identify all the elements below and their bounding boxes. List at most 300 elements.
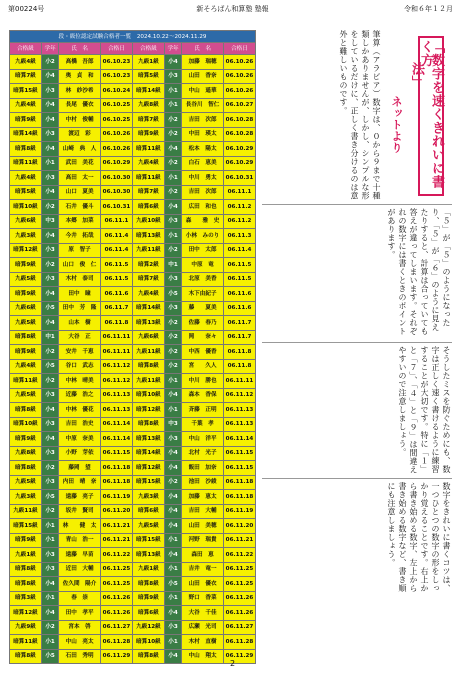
table-row [10,214,256,229]
table-row [10,98,256,113]
column-header: 合格日 [101,43,133,55]
table-cell: 06.11.26 [101,591,133,606]
table-cell: 06.11.11 [101,345,133,360]
headline-line-1: 「数字を速くきれいに書く方 [418,36,444,196]
table-row [10,156,256,171]
table-cell: 大谷 正 [59,330,101,345]
table-cell: 九級11級 [132,374,164,389]
table-cell: 小3 [41,127,58,142]
table-cell: 山崎 典 人 [59,142,101,157]
table-cell: 06.11.27 [101,620,133,635]
table-row [10,55,256,70]
table-cell: 遠藤 亮子 [59,490,101,505]
table-cell: 中3 [164,417,181,432]
table-row [10,272,256,287]
table-row [10,113,256,128]
table-cell: 暗算11級 [10,374,42,389]
ranking-table-title: 段・級位認定試験合格者一覧 2024.10.22〜2024.11.29 [10,31,256,43]
table-cell: 06.11.12 [101,374,133,389]
table-cell: 九級4級 [10,171,42,186]
headline-line-2: 法」 [409,62,424,89]
table-cell: 九級1級 [132,562,164,577]
table-cell: 飯田 加奈 [182,461,224,476]
table-cell: 暗算12級 [132,461,164,476]
table-cell: 06.11.1 [223,185,255,200]
table-cell: 暗算9級 [10,258,42,273]
table-cell: 林 健 太 [59,519,101,534]
table-cell: 小1 [164,591,181,606]
table-cell: 小4 [164,388,181,403]
table-cell: 青山 浩一 [59,533,101,548]
column-header: 学年 [164,43,181,55]
table-row [10,417,256,432]
table-cell: 06.11.12 [223,388,255,403]
table-cell: 暗算9級 [10,287,42,302]
table-cell: 小3 [41,548,58,563]
table-cell: 06.10.29 [101,156,133,171]
table-cell: 暗算13級 [132,229,164,244]
table-cell: 九級4級 [10,55,42,70]
table-cell: 06.10.28 [223,127,255,142]
table-cell: 06.10.26 [101,127,133,142]
page-number: 2 [229,659,236,668]
table-cell: 岡 奈々 [182,330,224,345]
table-cell: 小4 [164,519,181,534]
ranking-table-header [10,43,256,55]
table-cell: 06.11.21 [101,533,133,548]
table-cell: 藤岡 望 [59,461,101,476]
table-cell: 暗算6級 [132,504,164,519]
table-cell: 暗算11級 [132,142,164,157]
table-cell: 06.11.19 [101,490,133,505]
table-cell: 佐久間 陽介 [59,577,101,592]
table-cell: 小4 [41,69,58,84]
table-cell: 中原 竜 [182,258,224,273]
table-cell: 九級6級 [10,301,42,316]
table-cell: 暗算9級 [10,533,42,548]
table-cell: 内田 晴 奈 [59,475,101,490]
table-cell: 坂井 賢司 [59,504,101,519]
table-cell: 小2 [41,374,58,389]
table-cell: 九級3級 [10,229,42,244]
table-cell: 九級4級 [132,156,164,171]
table-row [10,403,256,418]
table-cell: 暗算8級 [10,562,42,577]
table-cell: 小2 [41,55,58,70]
table-cell: 06.11.21 [223,533,255,548]
table-cell: 暗算9級 [10,432,42,447]
table-cell: 06.11.26 [101,606,133,621]
table-cell: 高田 太一 [59,171,101,186]
table-cell: 暗算15級 [10,84,42,99]
table-cell: 小1 [41,156,58,171]
table-cell: 九級6級 [10,214,42,229]
table-cell: 06.11.4 [101,229,133,244]
table-cell: 暗算14級 [132,301,164,316]
table-row [10,591,256,606]
table-cell: 06.11.28 [101,635,133,650]
table-cell: 田中 太郎 [182,243,224,258]
table-cell: 武田 美花 [59,156,101,171]
table-cell: 北原 美香 [182,272,224,287]
table-row [10,316,256,331]
table-cell: 奥 貞 和 [59,69,101,84]
table-cell: 06.11.18 [101,475,133,490]
page-header [8,4,457,18]
table-cell: 吉田 大輔 [182,504,224,519]
table-cell: 高橋 吾郎 [59,55,101,70]
table-row [10,504,256,519]
table-cell: 暗算9級 [132,127,164,142]
table-cell: 06.11.13 [101,403,133,418]
table-row [10,606,256,621]
table-cell: 小1 [164,98,181,113]
table-cell: 小2 [164,243,181,258]
table-cell: 田中 孝平 [59,606,101,621]
table-cell: 吉井 竜一 [182,562,224,577]
table-cell: 小3 [41,562,58,577]
table-cell: 暗算11級 [10,635,42,650]
table-cell: 山口 夏美 [59,185,101,200]
table-cell: 長尾 優衣 [59,98,101,113]
table-cell: 06.11.2 [223,200,255,215]
table-cell: 小4 [41,432,58,447]
table-row [10,229,256,244]
headline-column [382,30,452,202]
table-cell: 小1 [164,635,181,650]
table-cell: 暗算13級 [132,548,164,563]
table-row [10,142,256,157]
ranking-table-body [10,55,256,664]
table-cell: 中川 勇太 [182,171,224,186]
table-cell: 06.11.11 [101,330,133,345]
table-cell: 06.11.7 [101,301,133,316]
table-cell: 小4 [41,403,58,418]
table-cell: 中林 優花 [59,403,101,418]
table-cell: 中村 俊輔 [59,113,101,128]
table-cell: 06.11.29 [223,649,255,664]
column-divider [262,478,452,479]
table-cell: 06.11.4 [101,243,133,258]
table-cell: 06.11.5 [223,258,255,273]
table-cell: 小1 [164,84,181,99]
table-cell: 小2 [41,620,58,635]
table-cell: 小3 [41,272,58,287]
column-header: 合格級 [10,43,42,55]
table-cell: 今井 拓哉 [59,229,101,244]
table-cell: 06.11.15 [101,446,133,461]
table-cell: 06.10.23 [101,55,133,70]
table-cell: 九級11級 [132,243,164,258]
table-cell: 中山 遥華 [182,84,224,99]
publisher-name: 新そろばん和算塾 塾報 [196,5,269,13]
table-cell: 中山 亮太 [59,635,101,650]
table-cell: 小4 [164,446,181,461]
table-cell: 山本 樹 [59,316,101,331]
table-cell: 暗算9級 [10,345,42,360]
table-row [10,562,256,577]
table-cell: 原 智子 [59,243,101,258]
table-cell: 暗算7級 [10,69,42,84]
table-cell: 06.11.18 [101,461,133,476]
table-cell: 06.10.29 [223,142,255,157]
table-cell: 山田 優衣 [182,577,224,592]
table-row [10,577,256,592]
table-cell: 06.11.6 [223,301,255,316]
table-cell: 九級5級 [10,316,42,331]
table-cell: 田中 瞳 [59,287,101,302]
column-divider [262,204,452,205]
issue-number: 第00224号 [8,5,45,13]
table-row [10,475,256,490]
table-row [10,243,256,258]
table-cell: 小3 [41,388,58,403]
table-cell: 九級3級 [132,490,164,505]
table-cell: 06.11.18 [223,475,255,490]
table-cell: 小3 [164,432,181,447]
table-cell: 吉田 次郎 [182,185,224,200]
table-cell: 小2 [164,127,181,142]
table-cell: 河野 瑞貴 [182,533,224,548]
table-cell: 小2 [164,316,181,331]
table-cell: 06.11.21 [101,519,133,534]
table-row [10,388,256,403]
table-cell: 06.10.25 [101,98,133,113]
table-cell: 石井 優斗 [59,200,101,215]
table-cell: 小5 [164,577,181,592]
table-cell: 小1 [164,374,181,389]
table-row [10,374,256,389]
table-cell: 06.11.29 [101,649,133,664]
table-cell: 06.11.7 [223,330,255,345]
table-row [10,519,256,534]
column-header: 合格日 [223,43,255,55]
table-cell: 暗算8級 [132,359,164,374]
table-cell: 06.11.1 [101,214,133,229]
table-cell: 暗算8級 [10,142,42,157]
table-cell: 06.11.15 [223,446,255,461]
table-cell: 暗算12級 [10,243,42,258]
table-cell: 小4 [41,287,58,302]
table-cell: 暗算3級 [10,591,42,606]
table-cell: 暗算11級 [10,156,42,171]
table-cell: 小4 [41,229,58,244]
table-cell: 山田 美穂 [182,519,224,534]
table-cell: 06.11.22 [101,548,133,563]
table-row [10,287,256,302]
headline [384,36,448,196]
table-cell: 大谷 千佳 [182,606,224,621]
table-cell: 小3 [164,214,181,229]
table-cell: 中原 奈美 [59,432,101,447]
table-cell: 小4 [164,200,181,215]
table-cell: 小3 [41,84,58,99]
article [262,30,452,602]
table-cell: 暗算14級 [132,84,164,99]
table-cell: 遠藤 早苗 [59,548,101,563]
table-cell: 06.11.20 [223,519,255,534]
table-cell: 暗算13級 [132,316,164,331]
table-cell: 小2 [41,200,58,215]
table-cell: 06.11.5 [223,272,255,287]
article-paragraph-2: 「５」が「５」のようになったり、「５」が「６」のように見えたりすると、計算は合っていても答えが違ってしまいます。それぞれの数字には書くときのポイントがあります。 [387,208,451,336]
table-cell: 北村 光子 [182,446,224,461]
table-cell: 小3 [41,243,58,258]
table-cell: 暗算7級 [132,185,164,200]
table-cell: 小4 [41,606,58,621]
table-cell: 近藤 浩之 [59,388,101,403]
table-row [10,635,256,650]
headline-source: ネットより [390,96,403,154]
table-cell: 小4 [41,113,58,128]
table-cell: 06.11.8 [101,316,133,331]
table-cell: 06.11.6 [101,287,133,302]
table-row [10,490,256,505]
table-cell: 森 雅 史 [182,214,224,229]
table-cell: 小1 [41,635,58,650]
table-cell: 小3 [41,446,58,461]
table-row [10,533,256,548]
table-cell: 小3 [41,475,58,490]
table-cell: 佐藤 春乃 [182,316,224,331]
table-cell: 暗算8級 [132,649,164,664]
table-cell: 谷口 武志 [59,359,101,374]
table-cell: 06.10.27 [223,98,255,113]
table-cell: 暗算8級 [10,403,42,418]
table-cell: 暗算10級 [132,635,164,650]
table-cell: 九級12級 [132,620,164,635]
table-cell: 小3 [164,301,181,316]
table-cell: 中田 瑛太 [182,127,224,142]
table-cell: 石田 秀明 [59,649,101,664]
table-cell: 九級1級 [10,548,42,563]
table-cell: 小1 [41,591,58,606]
table-cell: 小1 [164,403,181,418]
table-cell: 06.11.26 [223,591,255,606]
table-cell: 06.11.26 [223,606,255,621]
table-cell: 暗算7級 [132,272,164,287]
table-cell: 06.10.23 [101,69,133,84]
column-header: 氏 名 [59,43,101,55]
article-paragraph-1: 筆算（アラビア）数字は、０から９まで十種類しかありませんが、しかし、シンプルな形をしているだけに、正しく書き分けるのは意外と難しいものです。 [339,30,381,200]
table-cell: 野口 香菜 [182,591,224,606]
table-cell: 暗算15級 [132,533,164,548]
table-cell: 木下由紀子 [182,287,224,302]
table-cell: 暗算8級 [10,649,42,664]
table-cell: 小4 [164,548,181,563]
table-cell: 森田 恵 [182,548,224,563]
table-cell: 06.10.26 [223,69,255,84]
table-cell: 九級11級 [10,504,42,519]
table-cell: 小1 [164,229,181,244]
table-cell: 宮本 啓 [59,620,101,635]
table-cell: 06.11.5 [101,258,133,273]
table-cell: 九級4級 [10,359,42,374]
table-cell: 暗算6級 [132,606,164,621]
table-cell: 小3 [41,417,58,432]
table-row [10,461,256,476]
table-row [10,446,256,461]
table-cell: 暗算7級 [132,113,164,128]
table-cell: 小2 [164,475,181,490]
table-cell: 小1 [164,562,181,577]
table-row [10,127,256,142]
table-cell: 小4 [41,577,58,592]
table-cell: 06.10.24 [101,84,133,99]
table-cell: 暗算8級 [10,577,42,592]
table-cell: 九級3級 [10,490,42,505]
table-cell: 小1 [164,171,181,186]
table-cell: 06.11.13 [101,388,133,403]
table-cell: 暗算14級 [10,127,42,142]
table-cell: 中林 晴美 [59,374,101,389]
table-cell: 安井 千恵 [59,345,101,360]
table-cell: 小4 [164,504,181,519]
table-cell: 中山 洋平 [182,432,224,447]
table-cell: 中3 [41,214,58,229]
table-cell: 06.11.27 [223,620,255,635]
table-cell: 暗算10級 [10,417,42,432]
table-cell: 06.11.7 [223,316,255,331]
table-cell: 06.11.19 [223,504,255,519]
table-cell: 06.10.30 [101,185,133,200]
table-row [10,359,256,374]
table-cell: 木村 直樹 [182,635,224,650]
table-cell: 小野 芽依 [59,446,101,461]
table-cell: 暗算14級 [132,446,164,461]
table-cell: 小2 [41,258,58,273]
table-cell: 小2 [41,504,58,519]
table-cell: 加藤 恵太 [182,490,224,505]
table-cell: 06.11.25 [223,577,255,592]
table-cell: 九級1級 [132,55,164,70]
table-cell: 暗算15級 [10,519,42,534]
table-cell: 九級5級 [132,519,164,534]
table-cell: 森本 香保 [182,388,224,403]
table-cell: 06.10.31 [223,171,255,186]
table-cell: 広田 和也 [182,200,224,215]
table-cell: 暗算8級 [132,417,164,432]
table-row [10,185,256,200]
table-cell: 九級10級 [132,214,164,229]
column-divider [262,342,452,343]
table-cell: 九級4級 [132,287,164,302]
table-cell: 宮 久人 [182,359,224,374]
table-cell: 九級5級 [10,388,42,403]
table-cell: 06.10.26 [223,84,255,99]
table-cell: 小4 [164,461,181,476]
table-cell: 千葉 孝 [182,417,224,432]
table-cell: 暗算10級 [132,388,164,403]
table-cell: 山口 俊 仁 [59,258,101,273]
table-cell: 小3 [164,620,181,635]
table-cell: 06.11.25 [101,562,133,577]
table-cell: 暗算8級 [10,330,42,345]
table-cell: 小4 [41,142,58,157]
table-cell: 小2 [164,330,181,345]
table-cell: 斉藤 正明 [182,403,224,418]
table-cell: 06.11.28 [223,635,255,650]
table-row [10,432,256,447]
table-cell: 小2 [164,359,181,374]
table-cell: 小4 [164,606,181,621]
table-cell: 小2 [164,113,181,128]
ranking-table [9,30,256,664]
issue-date: 令和６年１２月 [404,5,453,13]
table-cell: 06.11.8 [223,345,255,360]
table-cell: 小5 [41,490,58,505]
table-cell: 九級8級 [10,446,42,461]
